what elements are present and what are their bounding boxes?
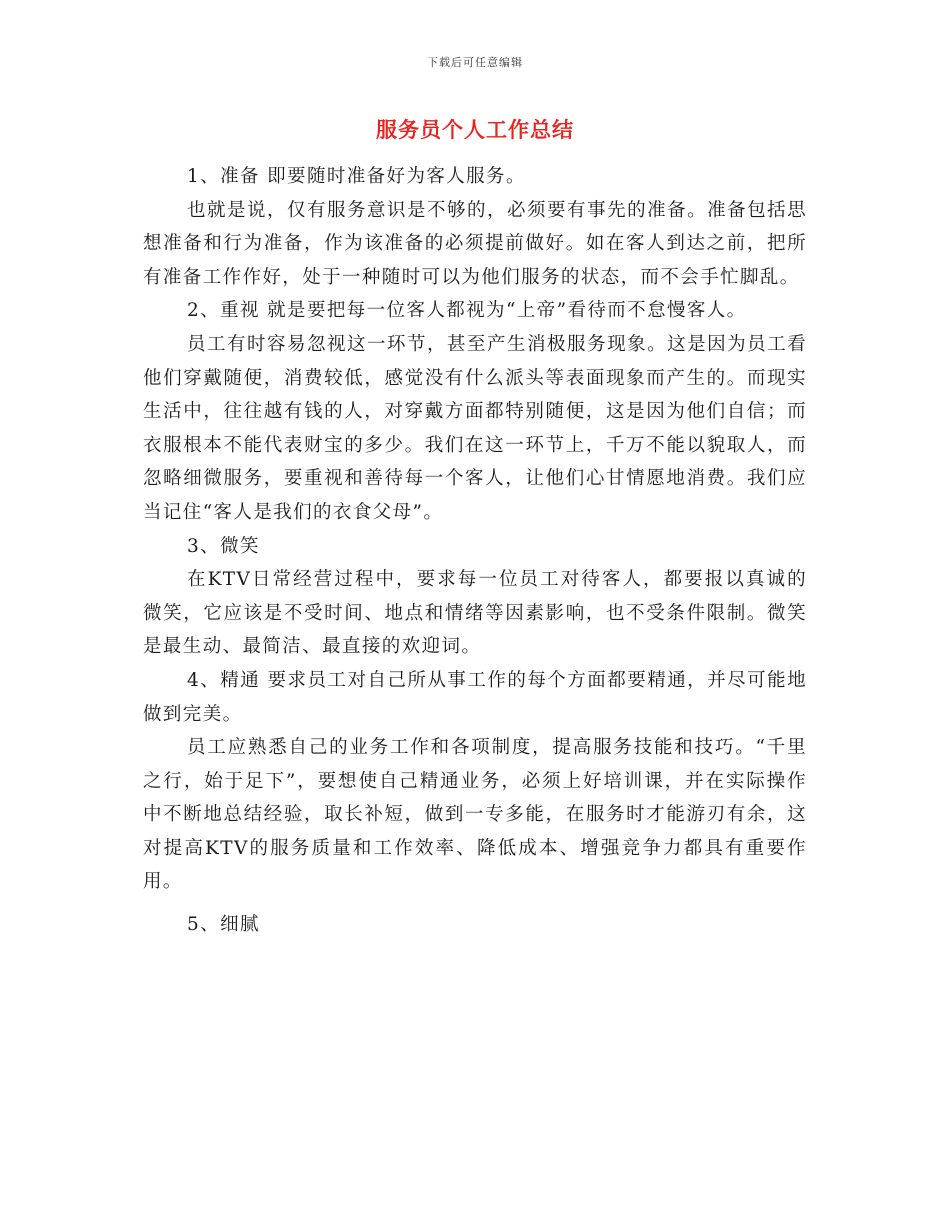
- paragraph-section-4-heading: 4、精通 要求员工对自己所从事工作的每个方面都要精通，并尽可能地做到完美。: [143, 669, 807, 725]
- paragraph-section-2-heading: 2、重视 就是要把每一位客人都视为“上帝”看待而不怠慢客人。: [187, 300, 747, 322]
- paragraph-section-2-body: 员工有时容易忽视这一环节，甚至产生消极服务现象。这是因为员工看他们穿戴随便，消费较低，感觉没有什么派头等表面现象而产生的。而现实生活中，往往越有钱的人，对穿戴方面都特别随便，这是因为他们自信；而衣服根本不能代表财宝的多少。我们在这一环节上，千万不能以貌取人，而忽略细微服务，要重视和善待每一个客人，让他们心甘情愿地消费。我们应当记住“客人是我们的衣食父母”。: [143, 333, 807, 523]
- document-body: [143, 160, 807, 942]
- document-title: 服务员个人工作总结: [376, 117, 574, 142]
- paragraph-section-3-heading: 3、微笑: [187, 535, 260, 557]
- paragraph-section-4-body: 员工应熟悉自己的业务工作和各项制度，提高服务技能和技巧。“千里之行，始于足下”，要想使自己精通业务，必须上好培训课，并在实际操作中不断地总结经验，取长补短，做到一专多能，在服务时才能游刃有余，这对提高KTV的服务质量和工作效率、降低成本、增强竞争力都具有重要作用。: [143, 737, 807, 893]
- paragraph-section-1-heading: 1、准备 即要随时准备好为客人服务。: [187, 166, 526, 187]
- paragraph-section-3-body: 在KTV日常经营过程中，要求每一位员工对待客人，都要报以真诚的微笑，它应该是不受时间、地点和情绪等因素影响，也不受条件限制。微笑是最生动、最简洁、最直接的欢迎词。: [143, 569, 807, 658]
- paragraph-section-1-body: 也就是说，仅有服务意识是不够的，必须要有事先的准备。准备包括思想准备和行为准备，作为该准备的必须提前做好。如在客人到达之前，把所有准备工作作好，处于一种随时可以为他们服务的状态，而不会手忙脚乱。: [143, 199, 807, 288]
- header-note: 下载后可任意编辑: [427, 56, 523, 69]
- paragraph-section-5-heading: 5、细腻: [187, 914, 260, 936]
